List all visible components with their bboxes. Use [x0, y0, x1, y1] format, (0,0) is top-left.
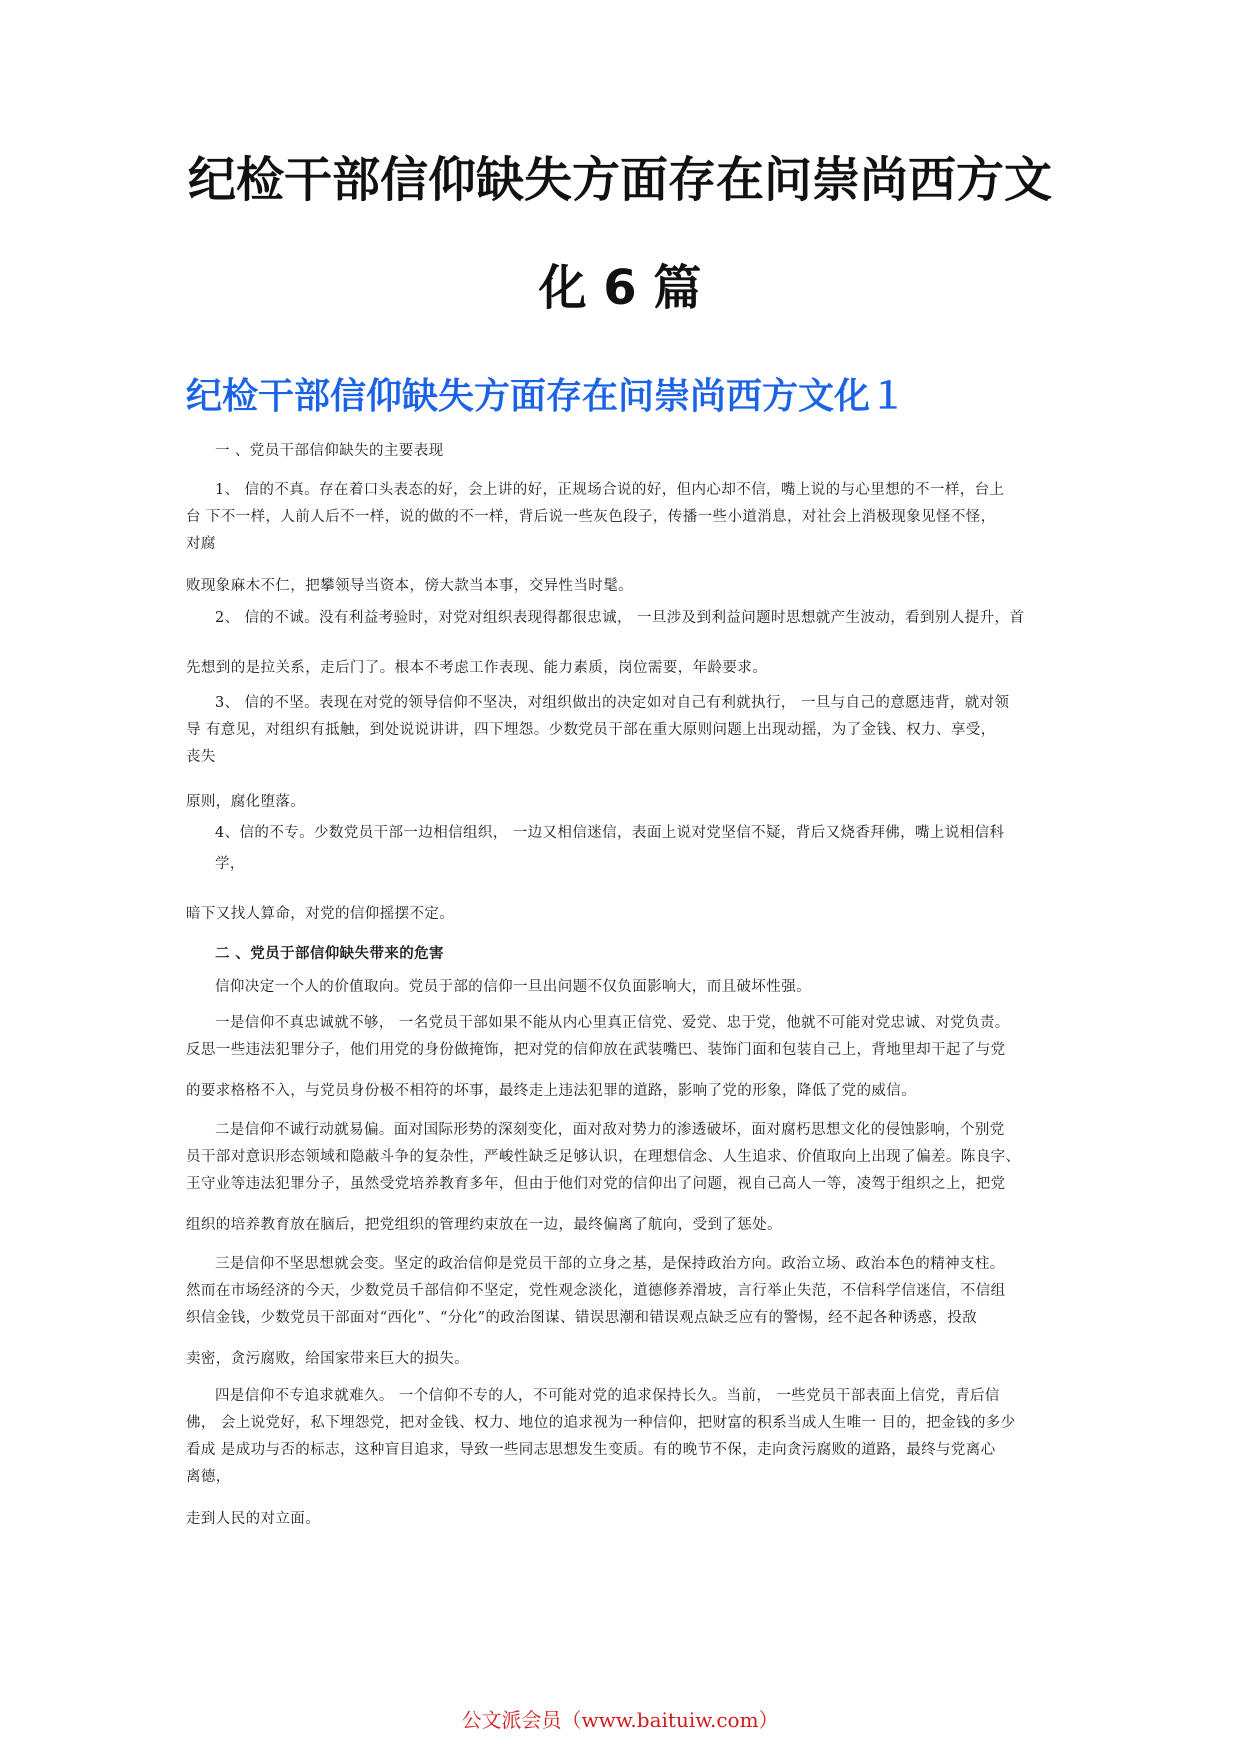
- paragraph-line: 信仰决定一个人的价值取向。党员于部的信仰一旦出问题不仅负面影响大，而且破坏性强。: [215, 979, 811, 995]
- paragraph-line: 走到人民的对立面。: [186, 1511, 321, 1527]
- paragraph-line: 离德，: [186, 1469, 231, 1485]
- subheading: 一 、党员干部信仰缺失的主要表现: [215, 443, 444, 459]
- paragraph-line: 员干部对意识形态领域和隐蔽斗争的复杂性，严峻性缺乏足够认识，在理想信念、人生追求、价值取向上出现了偏差。陈良字、: [186, 1149, 1021, 1165]
- paragraph-line: 王守业等违法犯罪分子，虽然受党培养教育多年，但由于他们对党的信仰出了问题，视自己高人一等，凌驾于组织之上，把党: [186, 1176, 1006, 1192]
- paragraph-line: 佛， 会上说党好，私下埋怨党，把对金钱、权力、地位的追求视为一种信仰，把财富的积系当成人生唯一 目的，把金钱的多少: [186, 1415, 1016, 1431]
- paragraph-line: 4、信的不专。少数党员干部一边相信组织， 一边又相信迷信，表面上说对党坚信不疑，背后又烧香拜佛，嘴上说相信科: [215, 825, 1005, 841]
- paragraph-line: 原则，腐化堕落。: [186, 794, 306, 810]
- paragraph-line: 1、 信的不真。存在着口头表态的好，会上讲的好，正规场合说的好，但内心却不信，嘴上说的与心里想的不一样，台上: [215, 482, 1005, 498]
- paragraph-line: 反思一些违法犯罪分子，他们用党的身份做掩饰，把对党的信仰放在武装嘴巴、装饰门面和包装自己上，背地里却干起了与党: [186, 1042, 1006, 1058]
- paragraph-line: 对腐: [186, 536, 216, 552]
- paragraph-line: 暗下又找人算命，对党的信仰摇摆不定。: [186, 906, 455, 922]
- paragraph-line: 丧失: [186, 749, 216, 765]
- footer-watermark-link[interactable]: 公文派会员（www.baituiw.com）: [461, 1708, 779, 1732]
- paragraph-line: 看成 是成功与否的标志，这种盲目追求，导致一些同志思想发生变质。有的晚节不保，走向贪污腐败的道路，最终与党离心: [186, 1442, 996, 1458]
- section-heading: 纪检干部信仰缺失方面存在问崇尚西方文化１: [186, 376, 907, 417]
- paragraph-line: 3、 信的不坚。表现在对党的领导信仰不坚决，对组织做出的决定如对自己有利就执行， 一旦与自己的意愿违背，就对领: [215, 695, 1010, 711]
- paragraph-line: 的要求格格不入，与党员身份极不相符的坏事，最终走上违法犯罪的道路，影响了党的形象，降低了党的威信。: [186, 1083, 917, 1099]
- paragraph-line: 三是信仰不坚思想就会变。坚定的政治信仰是党员干部的立身之基，是保持政治方向。政治立场、政治本色的精神支柱。: [215, 1256, 1005, 1272]
- document-title-line-1: 纪检干部信仰缺失方面存在问崇尚西方文: [187, 152, 1052, 208]
- paragraph-line: 二是信仰不诚行动就易偏。面对国际形势的深刻变化，面对敌对势力的渗透破坏，面对腐朽思想文化的侵蚀影响，个别党: [215, 1122, 1005, 1138]
- paragraph-line: 一是信仰不真忠诚就不够， 一名党员干部如果不能从内心里真正信党、爱党、忠于党，他就不可能对党忠诚、对党负责。: [215, 1015, 1010, 1031]
- subheading: 二 、党员于部信仰缺失带来的危害: [215, 946, 444, 962]
- paragraph-line: 织信金钱，少数党员干部面对“西化”、“分化”的政治图谋、错误思潮和错误观点缺乏应有的警惕，经不起各种诱惑，投敌: [186, 1310, 978, 1326]
- paragraph-line: 学，: [215, 856, 245, 872]
- paragraph-line: 四是信仰不专追求就难久。 一个信仰不专的人，不可能对党的追求保持长久。当前， 一些党员干部表面上信党，青后信: [215, 1388, 1000, 1404]
- paragraph-line: 败现象麻木不仁，把攀领导当资本，傍大款当本事，交异性当时髦。: [186, 578, 633, 594]
- paragraph-line: 2、 信的不诚。没有利益考验时，对党对组织表现得都很忠诚， 一旦涉及到利益问题时思想就产生波动，看到别人提升，首: [215, 610, 1025, 626]
- paragraph-line: 导 有意见，对组织有抵触，到处说说讲讲，四下埋怨。少数党员干部在重大原则问题上出现动摇，为了金钱、权力、享受，: [186, 722, 996, 738]
- paragraph-line: 组织的培养教育放在脑后，把党组织的管理约束放在一边，最终偏离了航向，受到了惩处。: [186, 1217, 782, 1233]
- paragraph-line: 台 下不一样，人前人后不一样，说的做的不一样，背后说一些灰色段子，传播一些小道消息，对社会上消极现象见怪不怪，: [186, 509, 996, 525]
- paragraph-line: 卖密，贪污腐败，给国家带来巨大的损失。: [186, 1351, 470, 1367]
- paragraph-line: 先想到的是拉关系，走后门了。根本不考虑工作表现、能力素质，岗位需要，年龄要求。: [186, 660, 768, 676]
- paragraph-line: 然而在市场经济的今天，少数党员千部信仰不坚定，党性观念淡化，道德修养滑坡，言行举止失范，不信科学信迷信，不信组: [186, 1283, 1006, 1299]
- document-title-line-2: 化 6 篇: [538, 260, 702, 316]
